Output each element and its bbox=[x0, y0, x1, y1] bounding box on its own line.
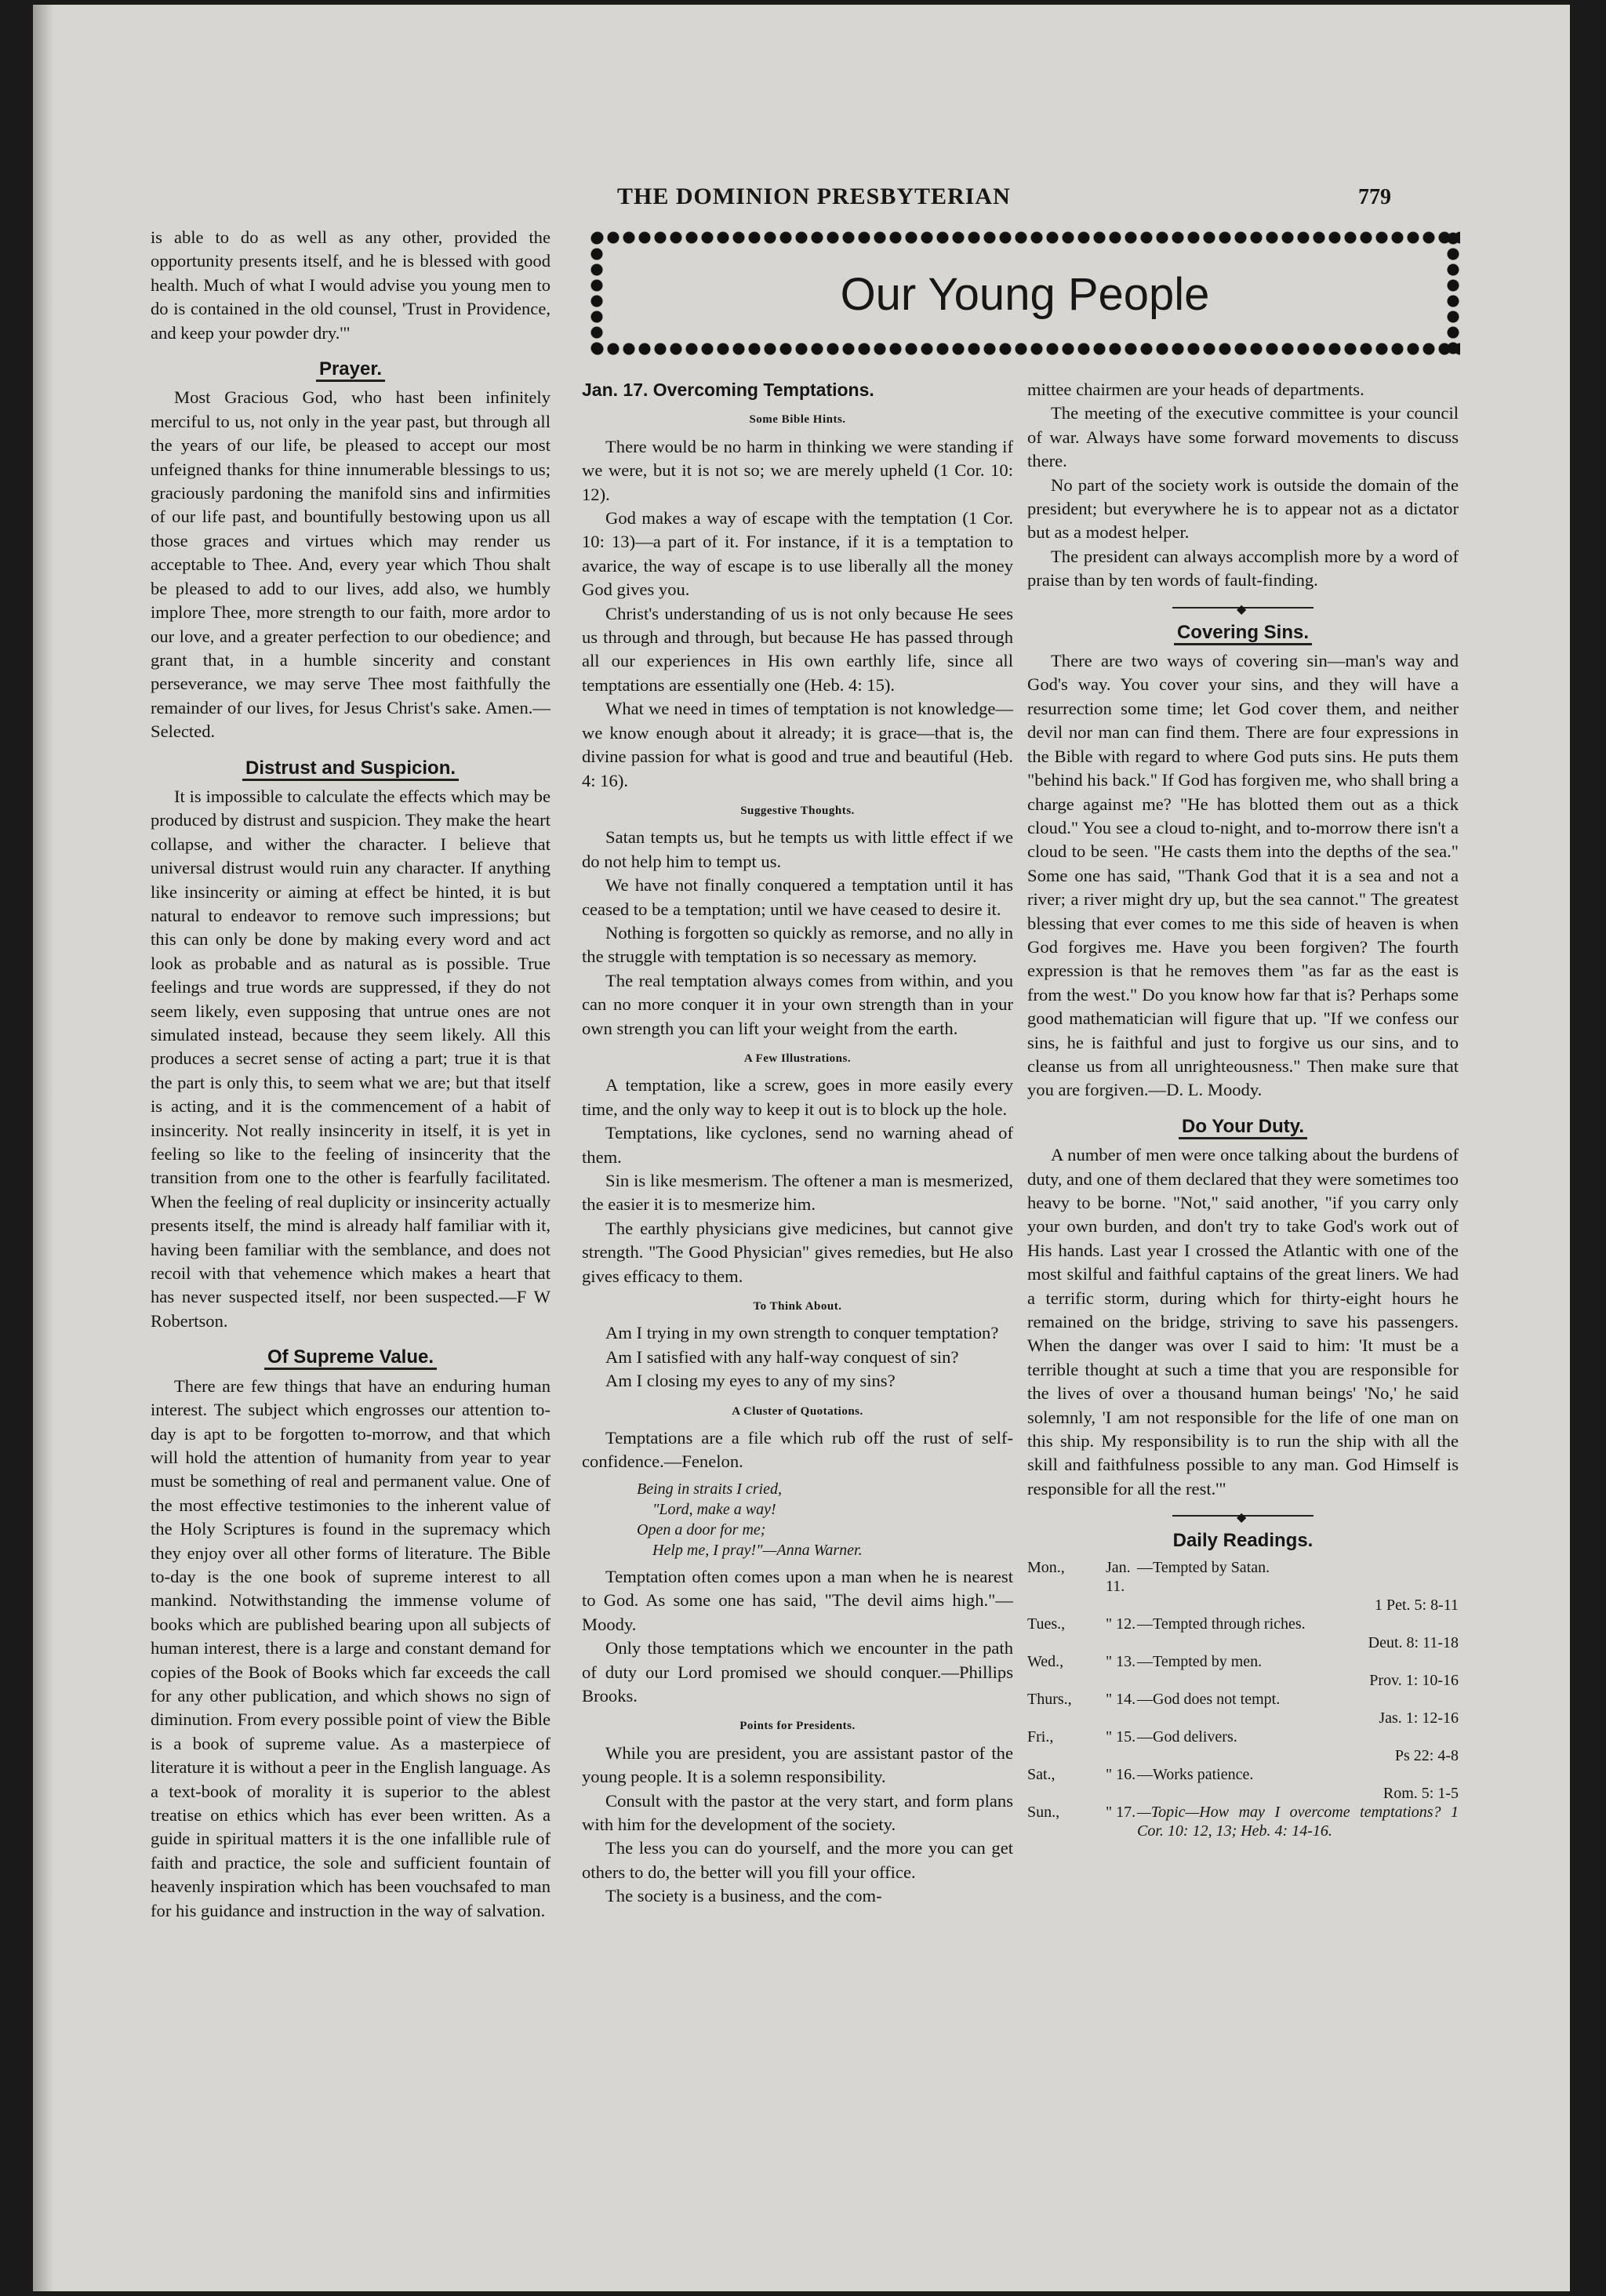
reading-row bbox=[1027, 1727, 1459, 1765]
reading-reference: Jas. 1: 12-16 bbox=[1379, 1709, 1459, 1727]
reading-row bbox=[1027, 1558, 1459, 1615]
reading-date: " 14. bbox=[1106, 1690, 1136, 1708]
hint-paragraph: What we need in times of temptation is not knowledge—we know enough about it already; it is grace—that is, the divine passion for what is good and true and beautiful (Heb. 4: 16). bbox=[582, 699, 1013, 790]
reading-date: " 13. bbox=[1106, 1652, 1136, 1670]
reading-text: —Tempted through riches. bbox=[1137, 1615, 1306, 1633]
covering-sins-text: There are two ways of covering sin—man's way and God's way. You cover your sins, and they will have a resurrection some time; let God cover them, and neither devil nor man can find them. There are four expressions in the Bible with regard to where God puts sins. He puts them "behind his back." If God has forgiven me, who shall bring a charge against me? "He has blotted them out as a thick cloud." You see a cloud to-night, and to-morrow there isn't a cloud to be seen. "He casts them into the depths of the sea." Some one has said, "Thank God that it is a sea and not a river; a river might dry up, but the sea cannot." The greatest blessing that ever comes to me this side of heaven is when God forgives me. Have you been forgiven? The fourth expression is that he removes them "as far as the east is from the west." Do you know how far that is? Perhaps some good mathematician will figure that up. "If we confess our sins, he is faithful and just to forgive us our sins, and to cleanse us from all unrighteousness." Then make sure that you are forgiven.—D. L. Moody. bbox=[1027, 651, 1459, 1100]
distrust-text: It is impossible to calculate the effects which may be produced by distrust and suspicion. They make the heart collapse, and wither the character. I believe that universal distrust would ruin any character. If anything like insincerity or aiming at effect be hinted, it is but natural to endeavor to remove such impressions; but this can only be done by making every word and act look as probable and as natural as is possible. True feelings and true words are suppressed, if they do not seem likely, even supposing that untrue ones are not simulated instead, because they seem likely. All this produces a secret sense of acting a part; true it is that the part is only this, to seem what we are; but that itself is acting, and it is the commencement of a habit of insincerity. Not really insincerity in itself, it is yet in feeling so like to the feeling of insincerity that the transition from one to the other is fearfully facilitated. When the feeling of real duplicity or insincerity actually presents itself, the mind is already half familiar with it, having been familiar with the semblance, and does not recoil with that vehemence which makes a heart that has never suspected itself, nor been suspected.—F W Robertson. bbox=[151, 786, 550, 1331]
section-heading-do-your-duty: Do Your Duty. bbox=[1027, 1115, 1459, 1139]
reading-reference: Prov. 1: 10-16 bbox=[1369, 1671, 1459, 1689]
reading-reference: Ps 22: 4-8 bbox=[1394, 1746, 1459, 1764]
question-paragraph: Am I satisfied with any half-way conquest of sin? bbox=[605, 1346, 959, 1367]
illustration-paragraph: Temptations, like cyclones, send no warning ahead of them. bbox=[582, 1123, 1013, 1167]
illustration-paragraph: Sin is like mesmerism. The oftener a man is mesmerized, the easier it is to mesmerize him. bbox=[582, 1171, 1013, 1215]
quotation-brooks: Only those temptations which we encounter in the path of duty our Lord promised we should conquer.—Phillips Brooks. bbox=[582, 1638, 1013, 1706]
reading-date: Jan. 11. bbox=[1106, 1558, 1131, 1595]
subheading-illustrations: A Few Illustrations. bbox=[743, 1052, 852, 1065]
point-paragraph: The society is a business, and the com- bbox=[605, 1886, 882, 1906]
thought-paragraph: Nothing is forgotten so quickly as remorse, and no ally in the struggle with temptation is so necessary as memory. bbox=[582, 922, 1013, 967]
reading-row bbox=[1027, 1652, 1459, 1690]
point-paragraph: While you are president, you are assistant pastor of the young people. It is a solemn responsibility. bbox=[582, 1742, 1013, 1787]
section-heading-distrust: Distrust and Suspicion. bbox=[151, 757, 550, 780]
point-paragraph: No part of the society work is outside the domain of the president; but everywhere he is to appear not as a dictator but as a modest helper. bbox=[1027, 474, 1459, 543]
intro-paragraph: is able to do as well as any other, provided the opportunity presents itself, and he is blessed with good health. Much of what I would advise you young men to do is contained in the old counsel, 'Trust in Providence, and keep your powder dry.'" bbox=[151, 227, 550, 343]
reading-row bbox=[1027, 1803, 1459, 1840]
reading-day: Mon., bbox=[1027, 1558, 1065, 1576]
running-header bbox=[33, 183, 1570, 215]
hint-paragraph: Christ's understanding of us is not only because He sees us through and through, but because He has passed through all our experiences in His own earthly life, since all temptations are essentially one (Heb. 4: 15). bbox=[582, 603, 1013, 695]
subheading-points-for-presidents: Points for Presidents. bbox=[739, 1720, 856, 1733]
page-edge-shadow bbox=[33, 5, 53, 2291]
point-paragraph: The less you can do yourself, and the more you can get others to do, the better will you fill your office. bbox=[582, 1838, 1013, 1882]
reading-text: —Tempted by Satan. bbox=[1137, 1558, 1270, 1576]
section-heading-daily-readings: Daily Readings. bbox=[1172, 1530, 1314, 1552]
hint-paragraph: God makes a way of escape with the temptation (1 Cor. 10: 13)—a part of it. For instance, if it is a temptation to avarice, the way of escape is to use liberally all the money God gives you. bbox=[582, 508, 1013, 600]
subheading-quotations: A Cluster of Quotations. bbox=[732, 1404, 863, 1418]
reading-row bbox=[1027, 1765, 1459, 1803]
reading-text: —Tempted by men. bbox=[1137, 1652, 1263, 1670]
reading-text: —God does not tempt. bbox=[1137, 1690, 1281, 1708]
publication-title: THE DOMINION PRESBYTERIAN bbox=[617, 183, 1011, 209]
banner-border-bottom bbox=[590, 342, 1460, 356]
section-divider bbox=[1172, 607, 1314, 609]
point-paragraph: Consult with the pastor at the very start, and form plans with him for the development of the society. bbox=[582, 1790, 1013, 1834]
section-banner bbox=[590, 231, 1460, 356]
banner-border-top bbox=[590, 231, 1460, 245]
reading-date: " 12. bbox=[1106, 1615, 1136, 1633]
prayer-text: Most Gracious God, who hast been infinitely merciful to us, not only in the year past, but through all the years of our life, be pleased to accept our most unfeigned thanks for thine innumerable blessings to us; graciously pardoning the manifold sins and infirmities of our life past, and bountifully bestowing upon us all those graces and virtues which may render us acceptable to Thee. And, every year which Thou shalt be pleased to add to our lives, add also, we humbly implore Thee, more strength to our faith, more ardor to our love, and a greater perfection to our obedience; and grant that, in a humble sincerity and constant perseverance, we may serve Thee most faithfully the remainder of our lives, for Jesus Christ's sake. Amen.—Selected. bbox=[151, 387, 550, 742]
thought-paragraph: The real temptation always comes from within, and you can no more conquer it in your own strength than in your own strength you can lift your weight from the earth. bbox=[582, 970, 1013, 1038]
reading-reference: Deut. 8: 11-18 bbox=[1368, 1633, 1459, 1651]
reading-day: Wed., bbox=[1027, 1652, 1064, 1670]
do-your-duty-text: A number of men were once talking about the burdens of duty, and one of them declared that they were sometimes too heavy to be borne. "Not," said another, "if you carry only your own burden, and don't try to take God's work out of His hands. Last year I crossed the Atlantic with one of the most skilful and faithful captains of the great liners. We had a terrific storm, during which for thirty-eight hours he remained on the bridge, striving to save his passengers. When the danger was over I said to him: 'It must be a terrible thought at such a time that you are responsible for the lives of over a thousand human beings' 'No,' he said solemnly, 'I am not responsible for the life of one man on this ship. My responsibility is to run the ship with all the skill and faithfulness possible to any man. God Himself is responsible for all the rest.'" bbox=[1027, 1145, 1459, 1499]
reading-date: " 16. bbox=[1106, 1765, 1136, 1783]
thought-paragraph: Satan tempts us, but he tempts us with little effect if we do not help him to tempt us. bbox=[582, 827, 1013, 871]
question-paragraph: Am I trying in my own strength to conquer temptation? bbox=[605, 1323, 999, 1343]
reading-day: Fri., bbox=[1027, 1727, 1054, 1746]
poem-line: Open a door for me; bbox=[637, 1520, 766, 1539]
reading-day: Thurs., bbox=[1027, 1690, 1072, 1708]
poem-line: Help me, I pray!"—Anna Warner. bbox=[652, 1541, 863, 1559]
quotation-fenelon: Temptations are a file which rub off the rust of self-confidence.—Fenelon. bbox=[582, 1428, 1013, 1472]
subheading-bible-hints: Some Bible Hints. bbox=[749, 413, 846, 427]
subheading-suggestive-thoughts: Suggestive Thoughts. bbox=[740, 804, 855, 817]
column-right bbox=[1027, 378, 1459, 1840]
reading-row bbox=[1027, 1615, 1459, 1652]
subheading-think-about: To Think About. bbox=[753, 1300, 842, 1313]
reading-day: Sun., bbox=[1027, 1803, 1060, 1821]
point-paragraph: The meeting of the executive committee is your council of war. Always have some forward movements to discuss there. bbox=[1027, 403, 1459, 471]
reading-date: " 15. bbox=[1106, 1727, 1136, 1746]
reading-row bbox=[1027, 1690, 1459, 1727]
hint-paragraph: There would be no harm in thinking we were standing if we were, but it is not so; we are merely upheld (1 Cor. 10: 12). bbox=[582, 436, 1013, 504]
poem-quotation bbox=[637, 1479, 1013, 1560]
reading-text: —Works patience. bbox=[1137, 1765, 1254, 1783]
point-continued: mittee chairmen are your heads of departments. bbox=[1027, 380, 1364, 399]
illustration-paragraph: The earthly physicians give medicines, but cannot give strength. "The Good Physician" gives remedies, but He also gives efficacy to them. bbox=[582, 1218, 1013, 1286]
reading-reference: Rom. 5: 1-5 bbox=[1383, 1784, 1459, 1802]
thought-paragraph: We have not finally conquered a temptation until it has ceased to be a temptation; until we have ceased to desire it. bbox=[582, 875, 1013, 919]
reading-text: —Topic—How may I overcome temptations? 1 Cor. 10: 12, 13; Heb. 4: 14-16. bbox=[1137, 1803, 1459, 1840]
column-left bbox=[151, 226, 550, 1923]
question-paragraph: Am I closing my eyes to any of my sins? bbox=[605, 1371, 896, 1391]
reading-text: —God delivers. bbox=[1137, 1727, 1237, 1746]
section-heading-supreme-value: Of Supreme Value. bbox=[151, 1346, 550, 1369]
reading-day: Tues., bbox=[1027, 1615, 1066, 1633]
illustration-paragraph: A temptation, like a screw, goes in more easily every time, and the only way to keep it out is to block up the hole. bbox=[582, 1075, 1013, 1119]
reading-reference: 1 Pet. 5: 8-11 bbox=[1374, 1596, 1459, 1614]
section-divider bbox=[1172, 1515, 1314, 1517]
point-paragraph: The president can always accomplish more by a word of praise than by ten words of fault-finding. bbox=[1027, 546, 1459, 590]
banner-title: Our Young People bbox=[840, 269, 1210, 320]
supreme-value-text: There are few things that have an enduring human interest. The subject which engrosses our attention to-day is apt to be forgotten to-morrow, and that which will hold the attention of humanity from year to year must be something of real and permanent value. One of the most effective testimonies to the inherent value of the Holy Scriptures is found in the supremacy which they enjoy over all other forms of literature. The Bible to-day is the one book of supreme interest to all mankind. Notwithstanding the immense volume of books which are published bearing upon all subjects of human interest, there is a large and constant demand for copies of the Book of Books which far exceeds the call for any other publication, and which shows no sign of diminution. From every possible point of view the Bible is a book of supreme value. As a masterpiece of literature it is without a peer in the English language. As a text-book of morality it is superior to the ablest treatise on ethics which has ever been written. As a guide in spiritual matters it is the one infallible rule of faith and practice, the sole and sufficient fountain of heavenly inspiration which has been vouchsafed to man for his guidance and instruction in the way of salvation. bbox=[151, 1375, 550, 1920]
reading-day: Sat., bbox=[1027, 1765, 1056, 1783]
section-heading-covering-sins: Covering Sins. bbox=[1027, 621, 1459, 645]
section-heading-prayer: Prayer. bbox=[151, 358, 550, 381]
quotation-moody: Temptation often comes upon a man when he is nearest to God. As some one has said, "The devil aims high."—Moody. bbox=[582, 1566, 1013, 1634]
page-number: 779 bbox=[1358, 185, 1391, 209]
poem-line: "Lord, make a way! bbox=[652, 1500, 776, 1518]
reading-date: " 17. bbox=[1106, 1803, 1136, 1821]
daily-readings-list bbox=[1027, 1558, 1459, 1840]
lesson-heading: Jan. 17. Overcoming Temptations. bbox=[582, 380, 874, 400]
poem-line: Being in straits I cried, bbox=[637, 1480, 782, 1498]
newspaper-page bbox=[33, 5, 1570, 2291]
column-middle bbox=[582, 378, 1013, 1909]
